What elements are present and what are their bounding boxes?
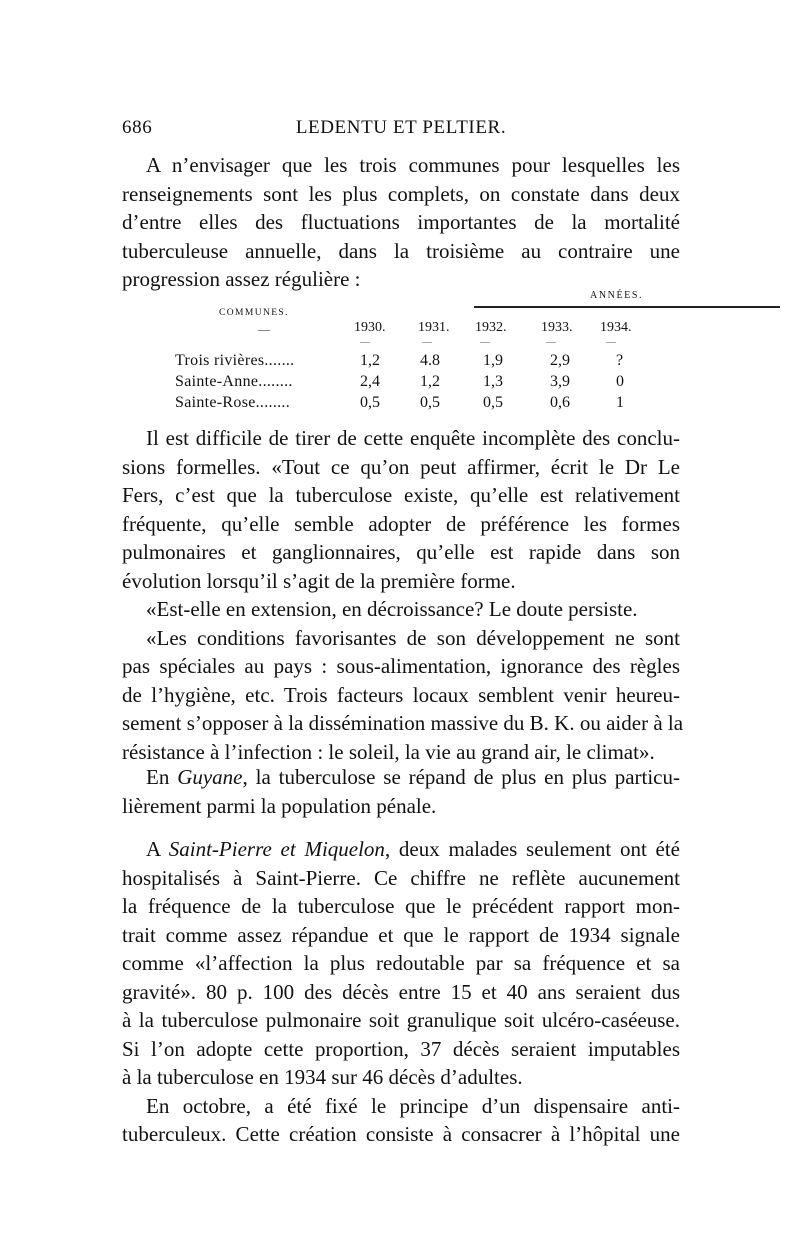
text-line: «Est-elle en extension, en décroissance? Le doute persiste. <box>146 597 638 621</box>
text-fragment: A <box>146 837 169 861</box>
table-cell: 3,9 <box>550 373 570 390</box>
text-line: En octobre, a été fixé le principe d’un dispensaire anti- <box>146 1093 680 1118</box>
table-separator: — <box>546 337 556 348</box>
table-cell: 4.8 <box>420 352 440 369</box>
table-stub-dash: — <box>258 322 270 336</box>
table-header-rule <box>474 306 780 308</box>
table-cell: 1,9 <box>483 352 503 369</box>
text-line: Si l’on adopte cette proportion, 37 décès seraient imputables <box>122 1036 680 1061</box>
text-line: tuberculeuse annuelle, dans la troisième au contraire une <box>122 238 680 263</box>
table-separator: — <box>606 337 616 348</box>
text-line: de l’hygiène, etc. Trois facteurs locaux semblent venir heureu- <box>122 682 680 707</box>
place-name: Saint-Pierre et Miquelon <box>168 837 385 861</box>
conclusions-paragraph <box>122 424 684 766</box>
text-fragment: En <box>146 765 178 789</box>
text-line: tuberculeux. Cette création consiste à consacrer à l’hôpital une <box>122 1122 680 1146</box>
table-cell: 2,4 <box>360 373 380 390</box>
table-separator: — <box>360 337 370 348</box>
guyane-paragraph <box>122 763 680 820</box>
table-row <box>122 373 680 395</box>
table-year-header: 1934. <box>600 320 632 335</box>
table-stub-header: COMMUNES. <box>219 308 289 318</box>
table-year-header: 1931. <box>418 320 450 335</box>
table-cell: 1,3 <box>483 373 503 390</box>
table-cell: ? <box>616 352 624 369</box>
text-line: à la tuberculose pulmonaire soit granulique soit ulcéro-caséeuse. <box>122 1008 680 1032</box>
table-row-commune: Sainte-Anne........ <box>175 373 293 390</box>
text-line: pulmonaires et ganglionnaires, qu’elle est rapide dans son <box>122 540 680 564</box>
table-year-header: 1933. <box>541 320 573 335</box>
table-group-header: ANNÉES. <box>590 290 644 301</box>
table-row-commune: Trois rivières....... <box>175 352 295 369</box>
text-line: trait comme assez répandue et que le rapport de 1934 signale <box>122 922 680 947</box>
table-cell: 0,5 <box>483 394 503 411</box>
saint-pierre-paragraph <box>122 835 680 1149</box>
text-line: comme «l’affection la plus redoutable par sa fréquence et sa <box>122 951 680 975</box>
text-line: renseignements sont les plus complets, on constate dans deux <box>122 181 680 206</box>
place-name: Guyane <box>177 765 243 789</box>
table-cell: 0,5 <box>360 394 380 411</box>
table-cell: 0,5 <box>420 394 440 411</box>
text-line: sement s’opposer à la dissémination massive du B. K. ou aider à la <box>122 711 684 735</box>
text-line: évolution lorsqu’il s’agit de la première forme. <box>122 568 516 593</box>
text-line: la fréquence de la tuberculose que le précédent rapport mon- <box>122 894 680 918</box>
table-year-header: 1932. <box>475 320 507 335</box>
text-line: fréquente, qu’elle semble adopter de préférence les formes <box>122 511 680 536</box>
table-cell: 0 <box>616 373 624 390</box>
text-line: résistance à l’infection : le soleil, la vie au grand air, le climat». <box>122 739 655 764</box>
page-number: 686 <box>122 117 153 138</box>
text-line: à la tuberculose en 1934 sur 46 décès d’adultes. <box>122 1065 523 1089</box>
table-row <box>122 352 680 374</box>
table-row-commune: Sainte-Rose........ <box>175 394 291 411</box>
intro-paragraph <box>122 151 680 294</box>
table-cell: 0,6 <box>550 394 570 411</box>
table-separator: — <box>480 337 490 348</box>
table-separator: — <box>422 337 432 348</box>
text-line: Il est difficile de tirer de cette enquête incomplète des conclu- <box>146 426 680 450</box>
text-line: pas spéciales au pays : sous-alimentation, ignorance des règles <box>122 654 680 678</box>
table-cell: 2,9 <box>550 352 570 369</box>
text-line <box>122 835 680 864</box>
text-line: gravité». 80 p. 100 des décès entre 15 et 40 ans seraient dus <box>122 979 680 1004</box>
text-line: d’entre elles des fluctuations importantes de la mortalité <box>122 210 680 234</box>
table-year-header: 1930. <box>354 320 386 335</box>
running-title: LEDENTU ET PELTIER. <box>295 117 507 138</box>
text-fragment: , deux malades seulement ont été <box>384 837 681 861</box>
mortality-table <box>122 284 680 414</box>
text-line: «Les conditions favorisantes de son développement ne sont <box>146 625 680 650</box>
text-line: lièrement parmi la population pénale. <box>122 793 437 818</box>
table-cell: 1,2 <box>360 352 380 369</box>
text-line: progression assez régulière : <box>122 267 361 291</box>
table-row <box>122 394 680 416</box>
text-line: Fers, c’est que la tuberculose existe, qu’elle est relativement <box>122 483 680 507</box>
text-line <box>122 763 680 792</box>
text-fragment: , la tuberculose se répand de plus en plus particu- <box>242 765 680 789</box>
table-cell: 1 <box>616 394 624 411</box>
running-head <box>122 117 680 141</box>
table-cell: 1,2 <box>420 373 440 390</box>
text-line: hospitalisés à Saint-Pierre. Ce chiffre ne reflète aucunement <box>122 865 680 890</box>
text-line: sions formelles. «Tout ce qu’on peut affirmer, écrit le Dr Le <box>122 454 680 479</box>
text-line: A n’envisager que les trois communes pour lesquelles les <box>146 153 680 177</box>
